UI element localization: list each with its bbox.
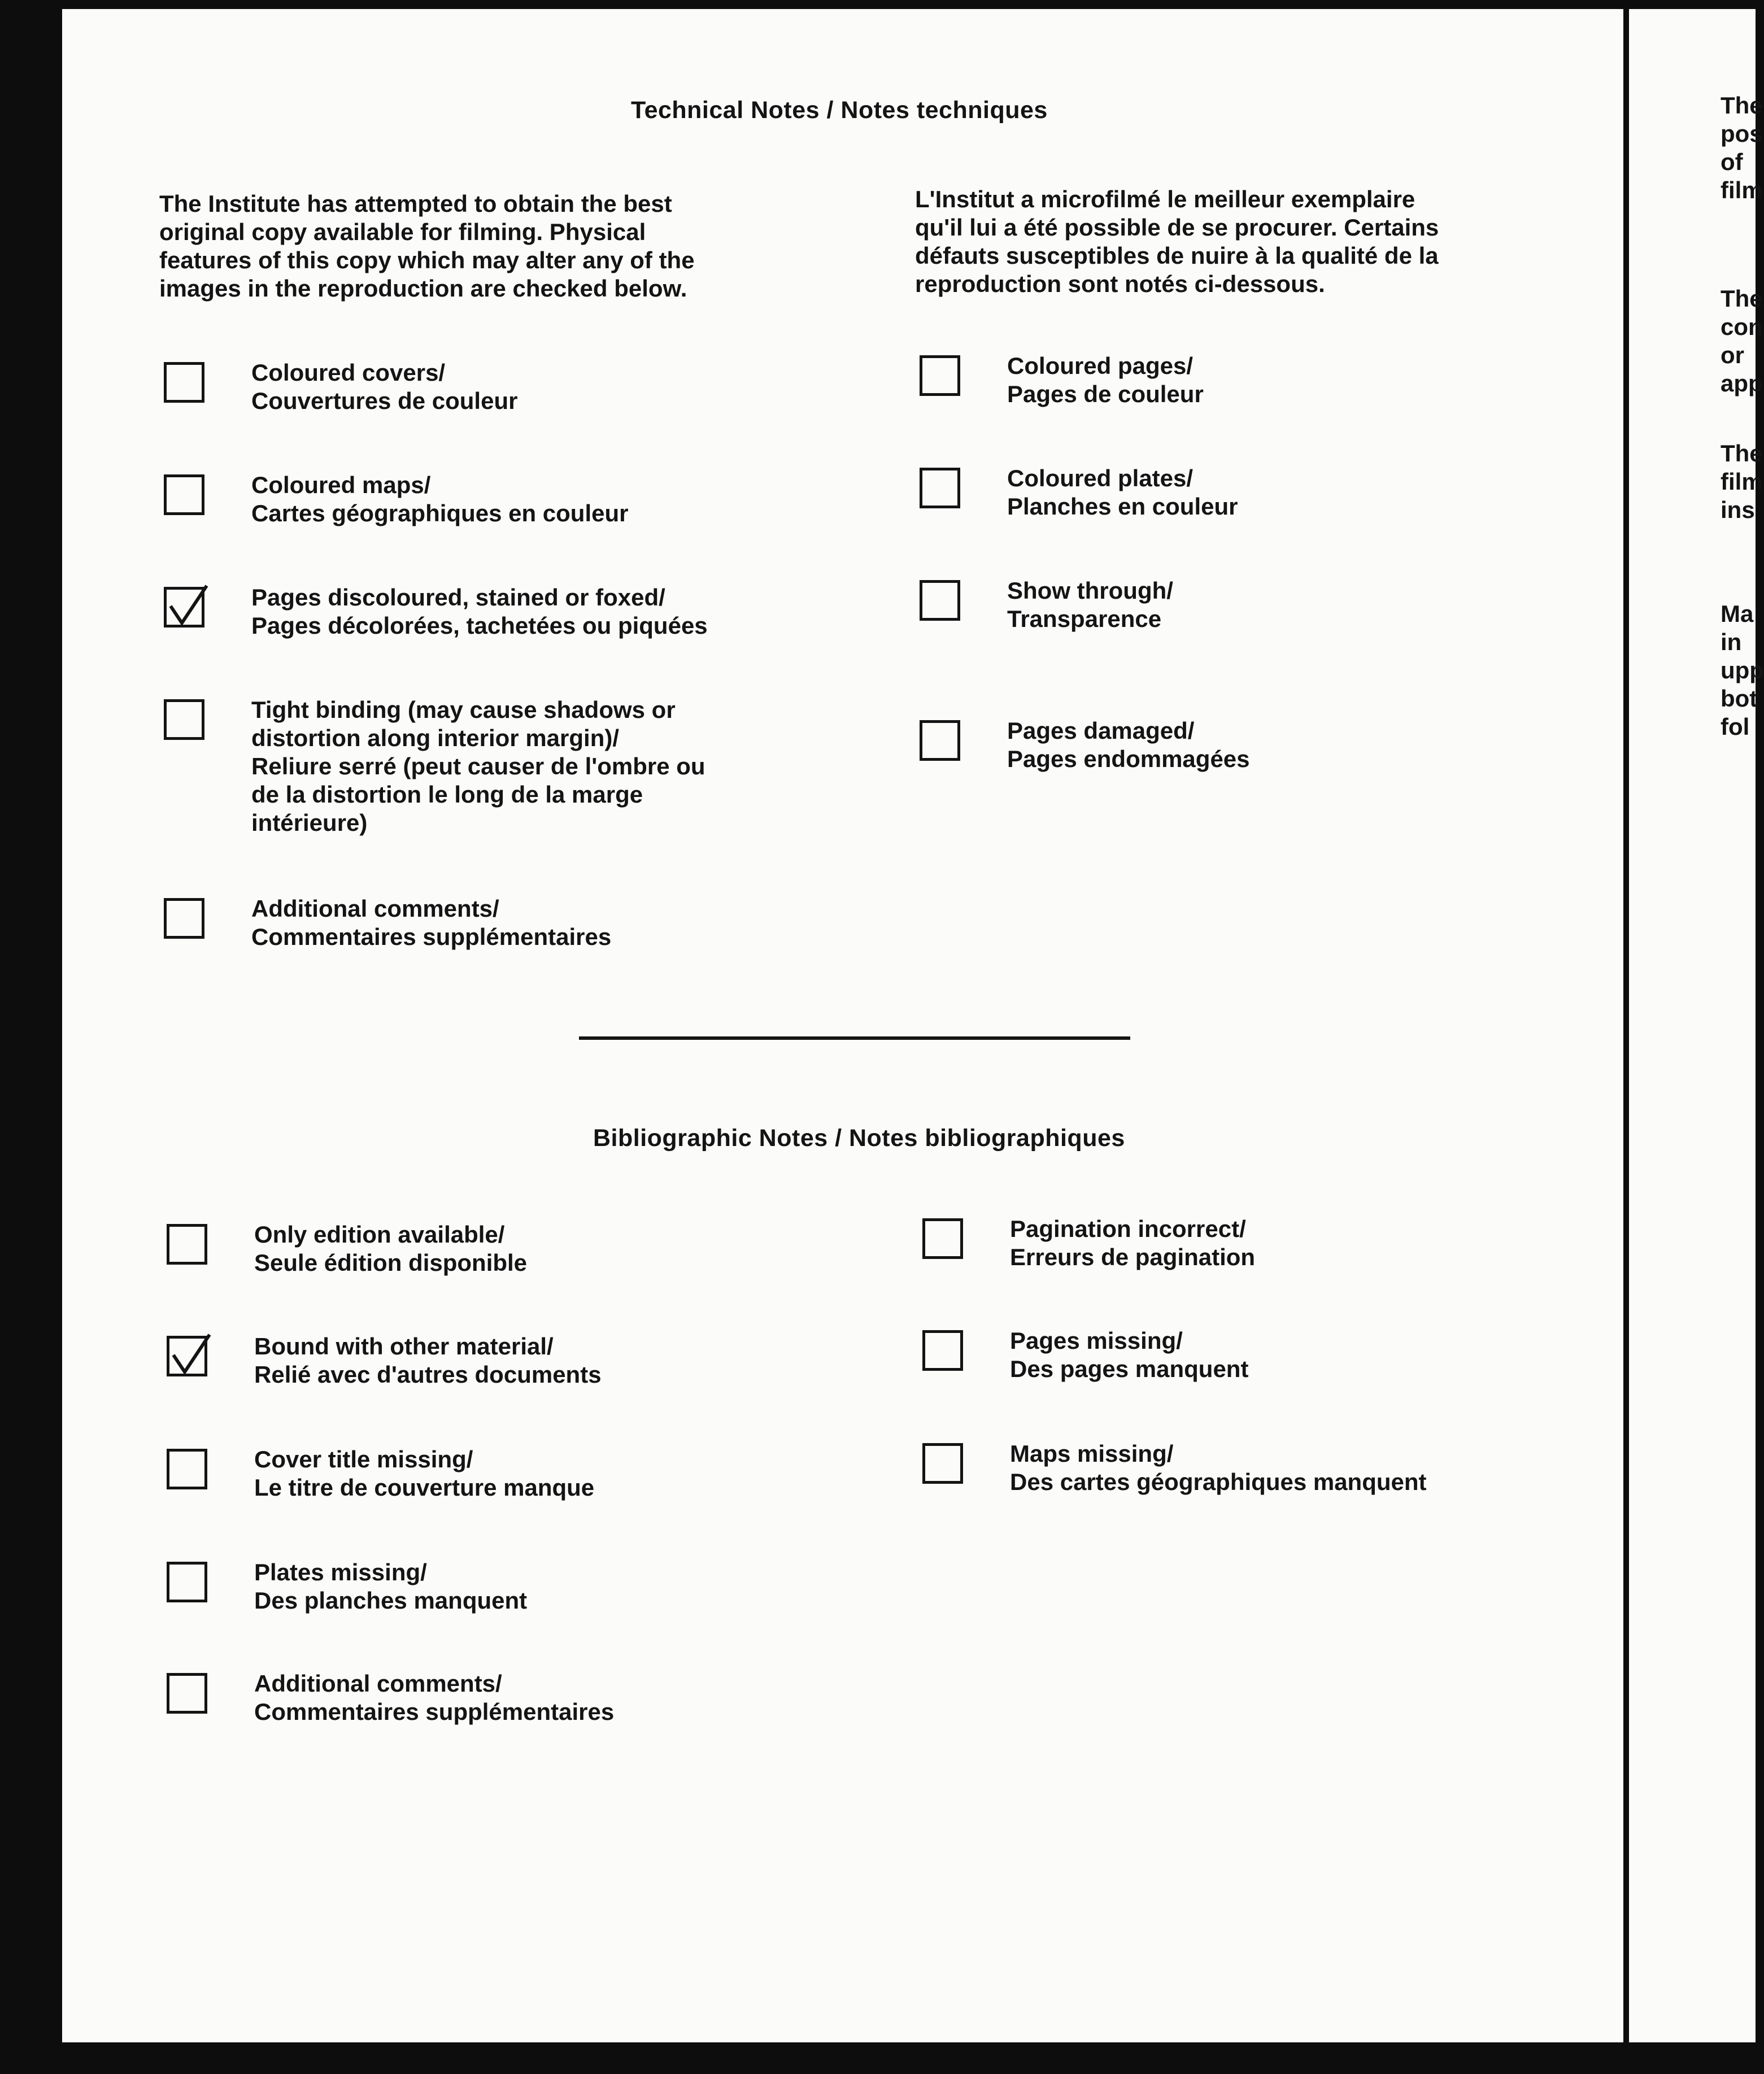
label-line: Coloured maps/ (251, 472, 431, 498)
label-line: Commentaires supplémentaires (254, 1698, 615, 1725)
checkbox-label (1007, 717, 1250, 773)
label-line: Additional comments/ (254, 1670, 502, 1697)
technical-notes-title: Technical Notes / Notes techniques (631, 97, 1048, 124)
label-line: Coloured pages/ (1007, 352, 1194, 379)
edge-line: film (1721, 468, 1763, 495)
label-line: Coloured plates/ (1007, 465, 1194, 491)
label-line: distortion along interior margin)/ (251, 725, 619, 751)
edge-text-fragment (1721, 285, 1763, 398)
checkbox[interactable] (920, 720, 960, 761)
label-line: Cartes géographiques en couleur (251, 500, 629, 526)
checkbox-label (1007, 577, 1173, 633)
checkmark-icon (165, 583, 210, 629)
label-line: Coloured covers/ (251, 359, 446, 386)
label-line: Pages damaged/ (1007, 717, 1195, 744)
label-line: Le titre de couverture manque (254, 1474, 595, 1501)
intro-line: original copy available for filming. Physical (159, 219, 646, 245)
intro-line: défauts susceptibles de nuire à la qualité de la (915, 242, 1439, 269)
edge-text-fragment (1721, 439, 1763, 524)
checkbox-label (254, 1558, 527, 1615)
label-line: Seule édition disponible (254, 1249, 528, 1276)
intro-line: The Institute has attempted to obtain the best (159, 190, 672, 217)
label-line: Des cartes géographiques manquent (1010, 1469, 1427, 1495)
checkbox-label (254, 1332, 602, 1389)
checkbox-label (1010, 1440, 1427, 1496)
checkbox[interactable] (922, 1218, 963, 1259)
edge-line: fol (1721, 713, 1750, 740)
checkbox-label (254, 1221, 527, 1277)
label-line: Des planches manquent (254, 1587, 528, 1614)
edge-line: ins (1721, 496, 1755, 523)
edge-line: Ma (1721, 600, 1754, 627)
label-line: Des pages manquent (1010, 1356, 1249, 1382)
edge-line: pos (1721, 120, 1763, 147)
checkbox[interactable] (167, 1673, 207, 1714)
checkbox-label (1007, 352, 1204, 408)
edge-line: film (1721, 177, 1763, 203)
edge-text-fragment (1721, 91, 1763, 204)
label-line: Pages missing/ (1010, 1327, 1183, 1354)
checkbox-label (1010, 1215, 1255, 1271)
label-line: Relié avec d'autres documents (254, 1361, 602, 1388)
checkmark-icon (168, 1332, 213, 1378)
label-line: Only edition available/ (254, 1221, 505, 1248)
label-line: Tight binding (may cause shadows or (251, 696, 676, 723)
checkbox-label (1007, 464, 1238, 521)
label-line: Pages discoloured, stained or foxed/ (251, 584, 665, 611)
label-line: intérieure) (251, 809, 368, 836)
checkbox[interactable] (167, 1562, 207, 1602)
checkbox[interactable] (164, 362, 204, 403)
adjacent-page-edge (1629, 9, 1764, 2042)
intro-line: qu'il lui a été possible de se procurer. Certains (915, 214, 1439, 241)
label-line: Additional comments/ (251, 895, 499, 922)
checkbox[interactable] (920, 355, 960, 396)
edge-line: of (1721, 149, 1743, 175)
intro-line: L'Institut a microfilmé le meilleur exemplaire (915, 186, 1415, 212)
intro-line: images in the reproduction are checked below. (159, 275, 687, 302)
label-line: Pagination incorrect/ (1010, 1215, 1246, 1242)
edge-line: The (1721, 285, 1763, 312)
checkbox-label (254, 1445, 594, 1502)
label-line: Bound with other material/ (254, 1333, 554, 1360)
checkbox-label (251, 895, 611, 951)
label-line: Couvertures de couleur (251, 387, 518, 414)
label-line: Transparence (1007, 605, 1162, 632)
edge-line: upp (1721, 657, 1764, 683)
section-divider (579, 1036, 1130, 1040)
label-line: Reliure serré (peut causer de l'ombre ou (251, 753, 705, 779)
checkbox[interactable] (167, 1449, 207, 1489)
label-line: Commentaires supplémentaires (251, 923, 612, 950)
checkbox-label (251, 583, 708, 640)
label-line: Plates missing/ (254, 1559, 427, 1585)
label-line: Show through/ (1007, 577, 1173, 604)
edge-line: in (1721, 629, 1742, 655)
label-line: Planches en couleur (1007, 493, 1238, 520)
label-line: Pages décolorées, tachetées ou piquées (251, 612, 708, 639)
intro-line: reproduction sont notés ci-dessous. (915, 271, 1325, 297)
edge-text-fragment (1721, 600, 1764, 741)
edge-line: app (1721, 370, 1763, 396)
bibliographic-notes-title: Bibliographic Notes / Notes bibliographiques (593, 1125, 1125, 1152)
checkbox[interactable] (920, 580, 960, 621)
checkbox[interactable] (920, 468, 960, 508)
checkbox[interactable] (164, 898, 204, 939)
checkbox[interactable] (167, 1224, 207, 1265)
edge-line: The (1721, 440, 1763, 467)
checkbox[interactable] (922, 1443, 963, 1484)
edge-line: or (1721, 342, 1744, 368)
label-line: Erreurs de pagination (1010, 1244, 1256, 1270)
edge-line: The (1721, 92, 1763, 119)
document-page (62, 9, 1623, 2042)
label-line: Cover title missing/ (254, 1446, 473, 1472)
technical-intro-english (159, 190, 695, 303)
technical-intro-french (915, 185, 1439, 298)
intro-line: features of this copy which may alter any of the (159, 247, 695, 273)
checkbox[interactable] (164, 474, 204, 515)
checkbox[interactable] (922, 1330, 963, 1371)
edge-line: bot (1721, 685, 1758, 712)
label-line: Maps missing/ (1010, 1440, 1174, 1467)
checkbox[interactable] (164, 699, 204, 740)
checkbox-label (251, 696, 705, 837)
checkbox-label (251, 359, 517, 415)
label-line: Pages de couleur (1007, 381, 1204, 407)
edge-line: con (1721, 313, 1763, 340)
checkbox-label (1010, 1327, 1248, 1383)
label-line: de la distortion le long de la marge (251, 781, 643, 808)
label-line: Pages endommagées (1007, 746, 1250, 772)
checkbox-label (251, 471, 629, 528)
checkbox-label (254, 1670, 614, 1726)
